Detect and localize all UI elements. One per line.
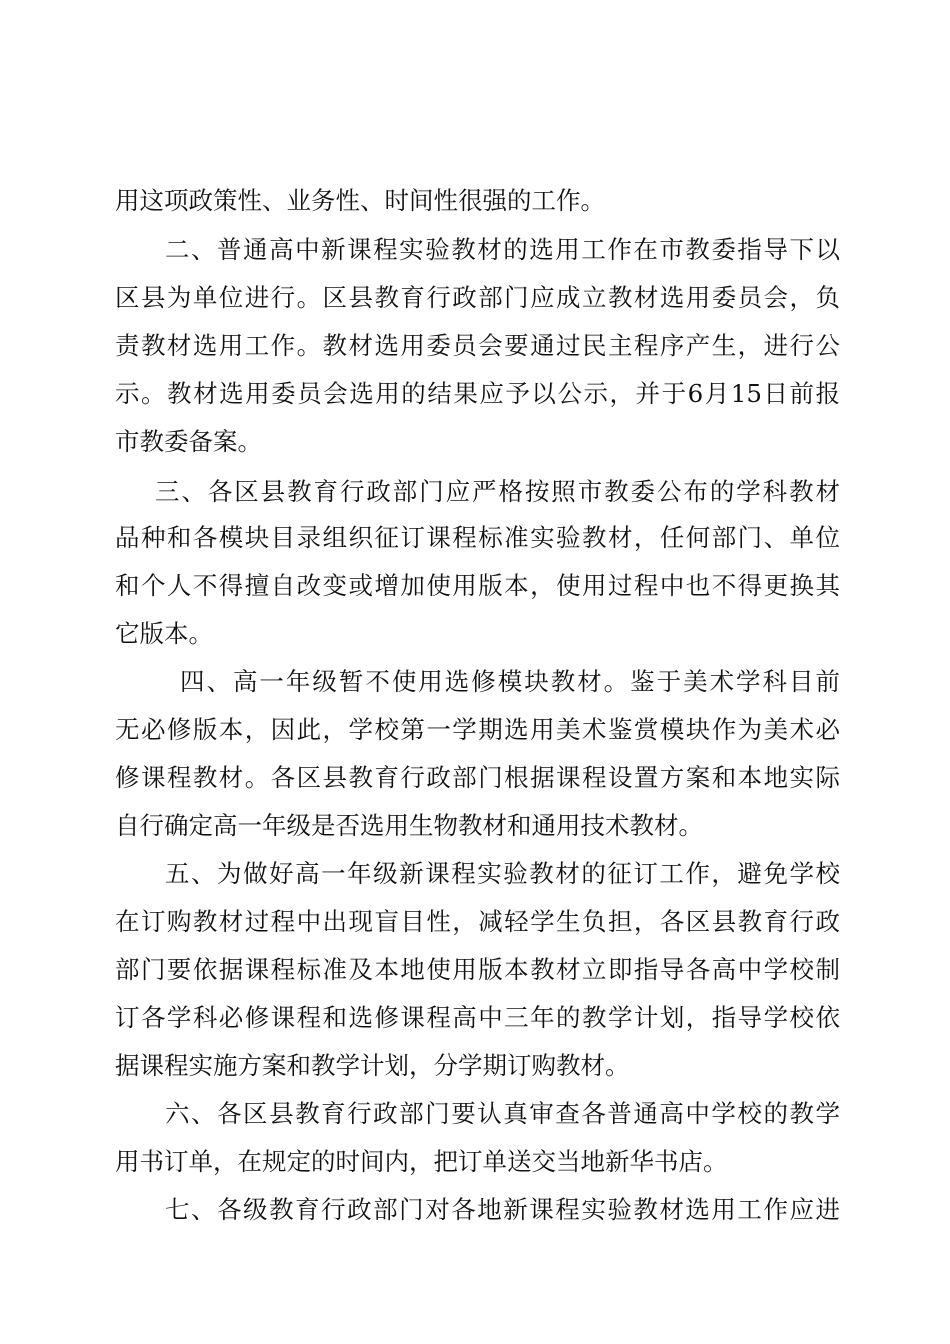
text-line-11: 四、高一年级暂不使用选修模块教材。鉴于美术学科目前 — [180, 667, 840, 696]
text-line-1: 用这项政策性、业务性、时间性很强的工作。 — [115, 186, 605, 215]
text-line-14: 自行确定高一年级是否选用生物教材和通用技术教材。 — [115, 811, 703, 840]
text-line-21: 用书订单，在规定的时间内，把订单送交当地新华书店。 — [115, 1147, 728, 1176]
text-line-9: 和个人不得擅自改变或增加使用版本，使用过程中也不得更换其 — [115, 571, 840, 600]
text-line-16: 在订购教材过程中出现盲目性，减轻学生负担，各区县教育行政 — [115, 907, 840, 936]
text-line-20: 六、各区县教育行政部门要认真审查各普通高中学校的教学 — [165, 1099, 840, 1128]
text-line-2: 二、普通高中新课程实验教材的选用工作在市教委指导下以 — [165, 235, 840, 264]
text-line-17: 部门要依据课程标准及本地使用版本教材立即指导各高中学校制 — [115, 955, 840, 984]
text-line-10: 它版本。 — [115, 619, 213, 648]
text-line-6: 市教委备案。 — [115, 427, 262, 456]
text-line-15: 五、为做好高一年级新课程实验教材的征订工作，避免学校 — [165, 859, 840, 888]
text-line-4: 责教材选用工作。教材选用委员会要通过民主程序产生，进行公 — [115, 331, 840, 360]
text-line-18: 订各学科必修课程和选修课程高中三年的教学计划，指导学校依 — [115, 1003, 840, 1032]
text-line-8: 品种和各模块目录组织征订课程标准实验教材，任何部门、单位 — [115, 523, 840, 552]
text-line-5: 示。教材选用委员会选用的结果应予以公示，并于6月15日前报 — [115, 379, 840, 408]
text-line-12: 无必修版本，因此，学校第一学期选用美术鉴赏模块作为美术必 — [115, 715, 840, 744]
text-line-19: 据课程实施方案和教学计划，分学期订购教材。 — [115, 1051, 630, 1080]
text-line-22: 七、各级教育行政部门对各地新课程实验教材选用工作应进 — [165, 1195, 840, 1224]
text-line-7: 三、各区县教育行政部门应严格按照市教委公布的学科教材 — [155, 477, 840, 506]
text-line-3: 区县为单位进行。区县教育行政部门应成立教材选用委员会，负 — [115, 283, 840, 312]
text-line-13: 修课程教材。各区县教育行政部门根据课程设置方案和本地实际 — [115, 763, 840, 792]
